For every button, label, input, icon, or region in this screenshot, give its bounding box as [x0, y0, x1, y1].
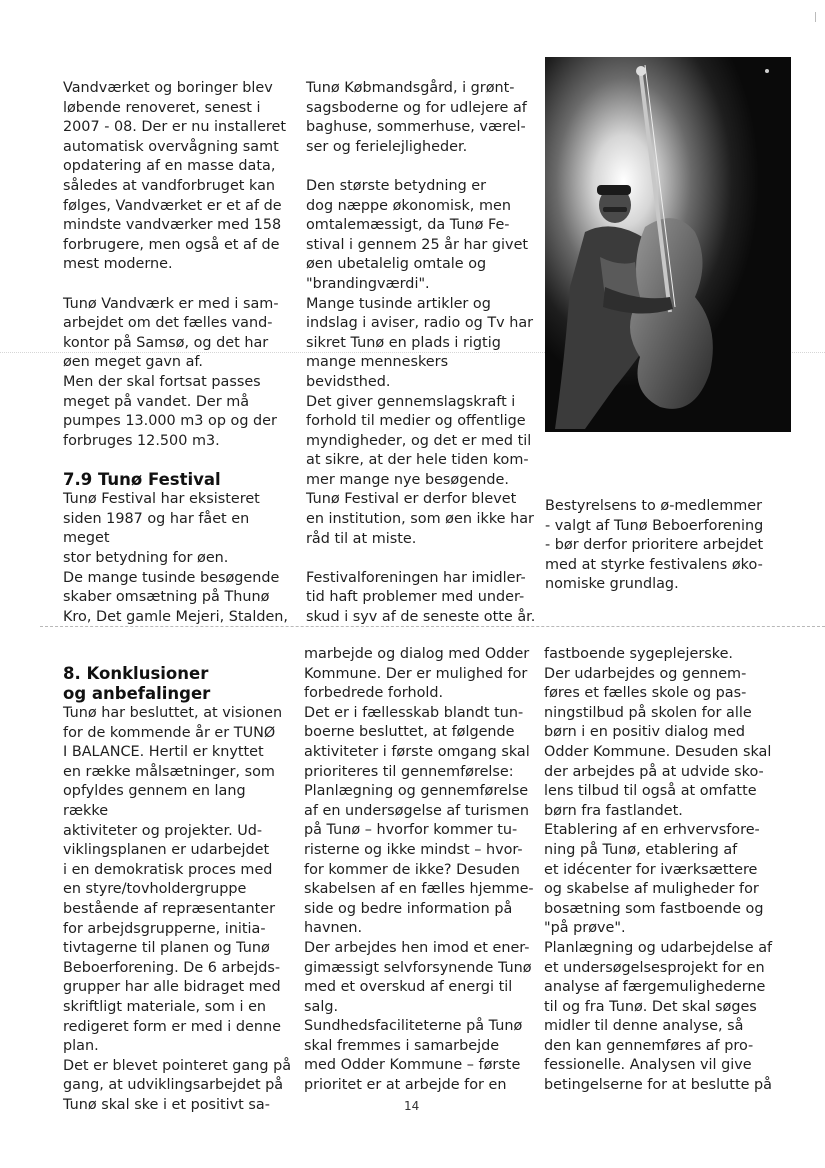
- vision-paragraph: Tunø har besluttet, at visionen for de kommende år er TUNØ I BALANCE. Hertil er knyttet en række målsætninger, som opfyldes gennem en lang række aktiviteter og projekter. Ud- viklingsplanen er udarbejdet i en demokratisk proces med en styre/tovholdergruppe bestående af repræsentanter for arbejdsgrupperne, initia- tivtagerne til planen og Tunø Beboerforening. De 6 arbejds- grupper har alle bidraget med skriftligt materiale, som i en redigeret form er med i denne plan. Det er blevet pointeret gang på gang, at udviklingsarbejdet på Tunø skal ske i et positivt sa-: [63, 705, 292, 1113]
- bass-player-image: [545, 57, 791, 432]
- waterworks-paragraph: Vandværket og boringer blev løbende renoveret, senest i 2007 - 08. Der er nu installeret automatisk overvågning samt opdatering af en masse data, således at vandforbruget kan følges, Vandværket er et af de mindste vandværker med 158 forbrugere, men også et af de mest moderne.: [63, 80, 287, 273]
- section-divider: [40, 626, 825, 627]
- bottom-column-2: [304, 645, 536, 1096]
- top-column-2: [306, 79, 536, 628]
- photo-caption: Bestyrelsens to ø-medlemmer - valgt af Tunø Beboerforening - bør derfor prioritere arbejdet med at styrke festivalens øko- nomiske grundlag.: [545, 498, 764, 593]
- branding-paragraph: Den største betydning er dog næppe økonomisk, men omtalemæssigt, da Tunø Fe- stival i gennem 25 år har givet øen ubetalelig omtale og "brandingværdi". Mange tusinde artikler og indslag i aviser, radio og Tv har sikret Tunø en plads i rigtig mange menneskers bevidsthed. Det giver gennemslagskraft i forhold til medier og offentlige myndigheder, og det er med til at sikre, at der hele tiden kom- mer mange nye besøgende. Tunø Festival er derfor blevet en institution, som øen ikke har råd til at miste.: [306, 177, 534, 547]
- page-number: 14: [404, 1099, 420, 1113]
- merchants-paragraph: Tunø Købmandsgård, i grønt- sagsboderne og for udlejere af baghuse, sommerhuse, værel- ser og ferielejligheder.: [306, 80, 527, 155]
- activities-paragraph: marbejde og dialog med Odder Kommune. Der er mulighed for forbedrede forhold. Det er i fællesskab blandt tun- boerne besluttet, at følgende aktiviteter i første omgang skal prioriteres til gennemførelse: Planlægning og gennemførelse af en undersøgelse af turismen på Tunø – hvorfor kommer tu- risterne og ikke mindst – hvor- for kommer de ikke? Desuden skabelsen af en fælles hjemme- side og bedre information på havnen. Der arbejdes hen imod et ener- gimæssigt selvforsynende Tunø med et overskud af energi til salg. Sundhedsfaciliteterne på Tunø skal fremmes i samarbejde med Odder Kommune – første prioritet er at arbejde for en: [304, 646, 534, 1094]
- water-office-paragraph: Tunø Vandværk er med i sam- arbejdet om det fælles vand- kontor på Samsø, og det har øen meget gavn af. Men der skal fortsat passes meget på vandet. Der må pumpes 13.000 m3 op og der forbruges 12.500 m3.: [63, 295, 279, 449]
- top-column-3: [545, 497, 790, 595]
- festival-paragraph: Tunø Festival har eksisteret siden 1987 og har fået en meget stor betydning for øen. De mange tusinde besøgende skaber omsætning på Thunø Kro, Det gamle Mejeri, Stalden,: [63, 491, 289, 625]
- school-ferry-paragraph: fastboende sygeplejerske. Der udarbejdes og gennem- føres et fælles skole og pas- ningstilbud på skolen for alle børn i en positiv dialog med Odder Kommune. Desuden skal der arbejdes på at udvide sko- lens tilbud til også at omfatte børn fra fastlandet. Etablering af en erhvervsfore- ning på Tunø, etablering af et idécenter for iværksættere og skabelse af muligheder for bosætning som fastboende og "på prøve". Planlægning og udarbejdelse af et undersøgelsesprojekt for en analyse af færgemulighederne til og fra Tunø. Det skal søges midler til denne analyse, så den kan gennemføres af pro- fessionelle. Analysen vil give betingelserne for at beslutte på: [544, 646, 773, 1094]
- top-column-1: [63, 79, 291, 627]
- bottom-column-3: [544, 645, 776, 1096]
- section-heading-conclusions: 8. Konklusioner og anbefalinger: [63, 664, 211, 703]
- bottom-column-1: [63, 664, 295, 1115]
- deficit-paragraph: Festivalforeningen har imidler- tid haft problemer med under- skud i syv af de seneste otte år.: [306, 569, 536, 626]
- edge-mark: [815, 12, 816, 22]
- section-heading-festival: 7.9 Tunø Festival: [63, 470, 221, 490]
- festival-photo: [545, 57, 791, 432]
